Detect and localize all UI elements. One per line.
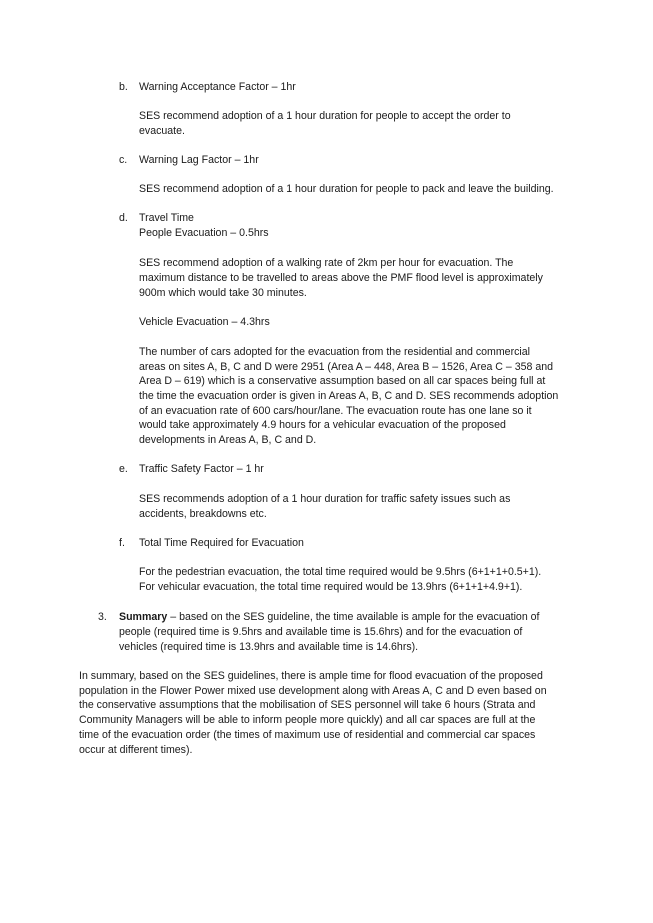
- vehicle-evacuation-line: areas on sites A, B, C and D were 2951 (Area A – 448, Area B – 1526, Area C – 358 and: [139, 361, 554, 373]
- closing-paragraph-line: time of the evacuation order (the times of maximum use of residential and commercial car spaces: [79, 729, 536, 741]
- vehicle-evacuation-line: would take approximately 4.9 hours for a vehicular evacuation of the proposed: [139, 419, 506, 431]
- item-marker-d: d.: [119, 212, 128, 224]
- closing-paragraph-line: the conservative assumptions that the mobilisation of SES personnel will take 6 hours (Strata and: [79, 699, 536, 711]
- item-marker-b: b.: [119, 81, 128, 93]
- item-f-body-line: For vehicular evacuation, the total time required would be 13.9hrs (6+1+1+4.9+1).: [139, 581, 523, 593]
- item-heading-b: Warning Acceptance Factor – 1hr: [139, 81, 296, 93]
- item-heading-e: Traffic Safety Factor – 1 hr: [139, 463, 264, 475]
- people-evacuation-line: SES recommend adoption of a walking rate of 2km per hour for evacuation. The: [139, 257, 514, 269]
- closing-paragraph-line: population in the Flower Power mixed use development along with Areas A, C and D even based on: [79, 685, 547, 697]
- item-marker-c: c.: [119, 154, 128, 166]
- vehicle-evacuation-line: the time the evacuation order is given in Areas A, B, C and D. SES recommends adoption: [139, 390, 559, 402]
- summary-item-line: people (required time is 9.5hrs and available time is 15.6hrs) and for the evacuation of: [119, 626, 523, 638]
- summary-item-line: vehicles (required time is 13.9hrs and available time is 14.6hrs).: [119, 641, 419, 653]
- item-f-body-line: For the pedestrian evacuation, the total time required would be 9.5hrs (6+1+1+0.5+1).: [139, 566, 542, 578]
- people-evacuation-subheading: People Evacuation – 0.5hrs: [139, 227, 269, 239]
- item-e-body-line: accidents, breakdowns etc.: [139, 508, 267, 520]
- vehicle-evacuation-line: Area D – 619) which is a conservative assumption based on all car spaces being full at: [139, 375, 546, 387]
- item-c-body-line: SES recommend adoption of a 1 hour duration for people to pack and leave the building.: [139, 183, 554, 195]
- closing-paragraph-line: occur at different times).: [79, 744, 193, 756]
- vehicle-evacuation-line: of an evacuation rate of 600 cars/hour/lane. The evacuation route has one lane so it: [139, 405, 532, 417]
- item-b-body-line: evacuate.: [139, 125, 185, 137]
- closing-paragraph-line: Community Managers will be able to inform people more quickly) and all car spaces are full at the: [79, 714, 536, 726]
- summary-line-text: – based on the SES guideline, the time available is ample for the evacuation of: [167, 611, 540, 623]
- item-heading-c: Warning Lag Factor – 1hr: [139, 154, 259, 166]
- people-evacuation-line: maximum distance to be travelled to areas above the PMF flood level is approximately: [139, 272, 543, 284]
- closing-paragraph-line: In summary, based on the SES guidelines, there is ample time for flood evacuation of the proposed: [79, 670, 543, 682]
- vehicle-evacuation-line: The number of cars adopted for the evacuation from the residential and commercial: [139, 346, 530, 358]
- people-evacuation-line: 900m which would take 30 minutes.: [139, 287, 307, 299]
- item-heading-d: Travel Time: [139, 212, 194, 224]
- summary-item-marker: 3.: [98, 611, 107, 623]
- item-marker-e: e.: [119, 463, 128, 475]
- item-marker-f: f.: [119, 537, 125, 549]
- summary-item-line: [119, 610, 540, 625]
- summary-bold-label: Summary: [119, 611, 168, 623]
- item-heading-f: Total Time Required for Evacuation: [139, 537, 304, 549]
- vehicle-evacuation-subheading: Vehicle Evacuation – 4.3hrs: [139, 316, 270, 328]
- item-b-body-line: SES recommend adoption of a 1 hour duration for people to accept the order to: [139, 110, 511, 122]
- item-e-body-line: SES recommends adoption of a 1 hour duration for traffic safety issues such as: [139, 493, 511, 505]
- vehicle-evacuation-line: developments in Areas A, B, C and D.: [139, 434, 317, 446]
